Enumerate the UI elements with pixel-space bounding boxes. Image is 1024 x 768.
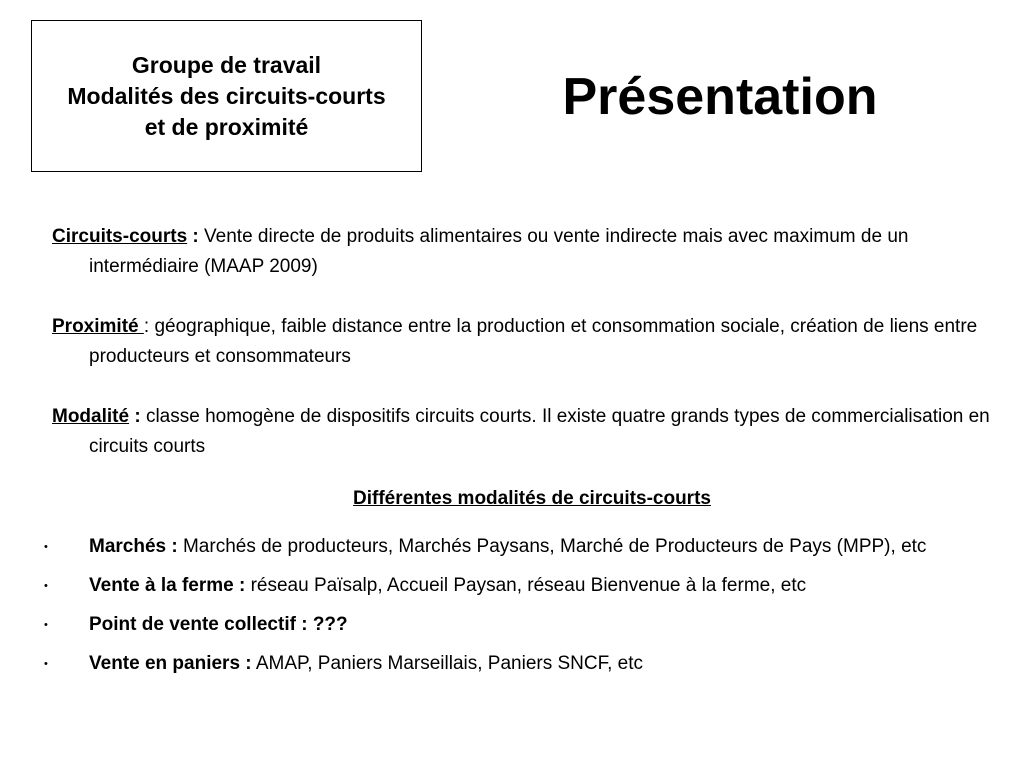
bullet-term: Vente à la ferme : <box>89 575 246 596</box>
list-item-marches <box>40 532 990 562</box>
definition-separator: : <box>187 226 205 247</box>
definition-separator: : <box>143 316 155 337</box>
definition-text: Vente directe de produits alimentaires ou vente indirecte mais avec maximum de un intermédiaire (MAAP 2009) <box>89 226 909 277</box>
bullet-icon: • <box>44 580 48 592</box>
section-subheading: Différentes modalités de circuits-courts <box>353 488 711 509</box>
definition-term: Circuits-courts <box>52 226 188 247</box>
definition-text: classe homogène de dispositifs circuits courts. Il existe quatre grands types de commercialisation en circuits courts <box>89 406 990 457</box>
bullet-term: Point de vente collectif : ??? <box>89 614 348 635</box>
page-title: Présentation <box>562 68 878 126</box>
bullet-term: Vente en paniers : <box>89 653 252 674</box>
bullet-text: AMAP, Paniers Marseillais, Paniers SNCF, etc <box>251 653 644 674</box>
title-box-line-3: et de proximité <box>144 113 309 140</box>
bullet-text: Marchés de producteurs, Marchés Paysans, Marché de Producteurs de Pays (MPP), etc <box>177 536 927 557</box>
list-item-vente-paniers <box>40 649 990 679</box>
definition-text: géographique, faible distance entre la production et consommation sociale, création de liens entre producteurs et consommateurs <box>89 316 978 367</box>
title-box-line-2: Modalités des circuits-courts <box>67 82 386 109</box>
title-box-line-1: Groupe de travail <box>131 51 322 78</box>
bullet-text: réseau Païsalp, Accueil Paysan, réseau Bienvenue à la ferme, etc <box>245 575 807 596</box>
bullet-term: Marchés : <box>89 536 178 557</box>
bullet-icon: • <box>44 619 48 631</box>
definition-separator: : <box>129 406 146 427</box>
definition-modalite <box>52 402 992 462</box>
working-group-title-box <box>31 20 422 172</box>
definition-term: Modalité <box>52 406 130 427</box>
definition-circuits-courts <box>52 222 992 282</box>
definitions <box>52 222 992 492</box>
definition-term: Proximité <box>52 316 144 337</box>
bullet-icon: • <box>44 658 48 670</box>
definition-proximite <box>52 312 992 372</box>
modalites-list <box>40 532 990 688</box>
list-item-point-vente-collectif <box>40 610 990 640</box>
bullet-icon: • <box>44 541 48 553</box>
list-item-vente-ferme <box>40 571 990 601</box>
